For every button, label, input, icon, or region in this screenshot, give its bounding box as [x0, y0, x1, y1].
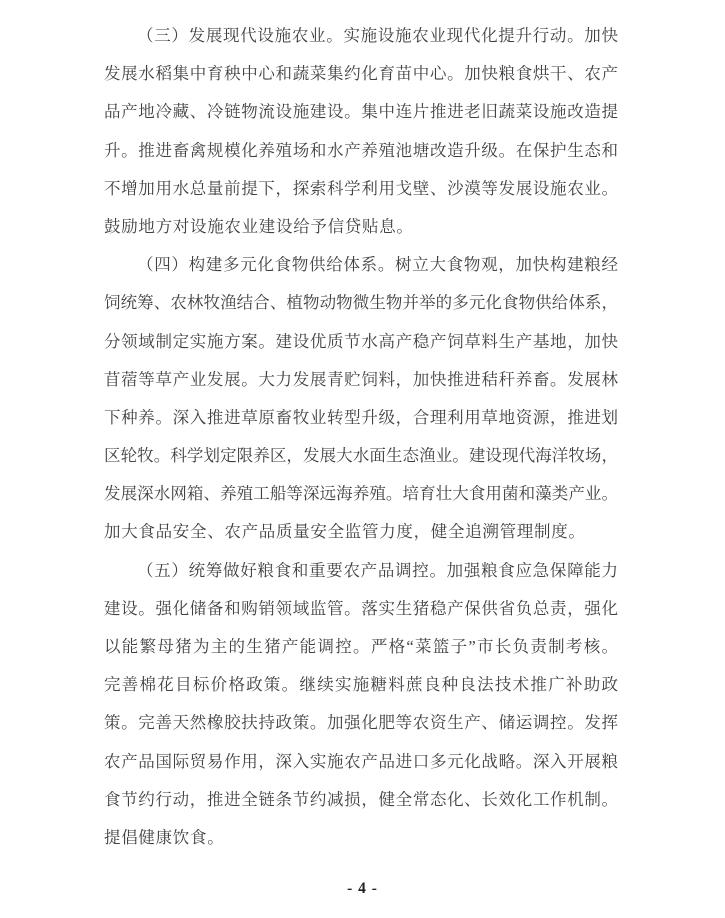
paragraph-section-5 — [104, 552, 618, 858]
text-line: 饲统筹、农林牧渔结合、植物动物微生物并举的多元化食物供给体系， — [104, 293, 618, 313]
text-line: 加大食品安全、农产品质量安全监管力度，健全追溯管理制度。 — [104, 522, 586, 542]
text-line: 鼓励地方对设施农业建设给予信贷贴息。 — [104, 216, 414, 236]
text-line: 升。推进畜禽规模化养殖场和水产养殖池塘改造升级。在保护生态和 — [104, 140, 618, 160]
text-line: 苜蓿等草产业发展。大力发展青贮饲料，加快推进秸秆养畜。发展林 — [104, 369, 618, 389]
text-line: 提倡健康饮食。 — [104, 827, 225, 847]
paragraph-section-4 — [104, 246, 618, 552]
text-line: （五）统筹做好粮食和重要农产品调控。加强粮食应急保障能力 — [137, 560, 618, 580]
page-footer — [0, 880, 725, 898]
text-line: 区轮牧。科学划定限养区，发展大水面生态渔业。建设现代海洋牧场， — [104, 446, 618, 466]
text-line: （三）发展现代设施农业。实施设施农业现代化提升行动。加快 — [137, 26, 618, 45]
text-line: 分领域制定实施方案。建设优质节水高产稳产饲草料生产基地，加快 — [104, 331, 618, 351]
text-line: 品产地冷藏、冷链物流设施建设。集中连片推进老旧蔬菜设施改造提 — [104, 102, 618, 122]
text-line: 农产品国际贸易作用，深入实施农产品进口多元化战略。深入开展粮 — [104, 751, 618, 771]
text-line: （四）构建多元化食物供给体系。树立大食物观，加快构建粮经 — [137, 255, 618, 275]
text-line: 以能繁母猪为主的生猪产能调控。严格“菜篮子”市长负责制考核。 — [104, 637, 618, 656]
paragraph-section-3 — [104, 17, 618, 246]
document-body — [104, 17, 618, 857]
text-line: 完善棉花目标价格政策。继续实施糖料蔗良种良法技术推广补助政 — [104, 675, 618, 695]
text-line: 发展深水网箱、养殖工船等深远海养殖。培育壮大食用菌和藻类产业。 — [104, 484, 618, 504]
text-line: 食节约行动，推进全链条节约减损，健全常态化、长效化工作机制。 — [104, 789, 618, 809]
page-number: - 4 - — [347, 880, 378, 897]
text-line: 不增加用水总量前提下，探索科学利用戈壁、沙漠等发展设施农业。 — [104, 178, 618, 198]
text-line: 建设。强化储备和购销领域监管。落实生猪稳产保供省负总责，强化 — [104, 598, 618, 618]
text-line: 策。完善天然橡胶扶持政策。加强化肥等农资生产、储运调控。发挥 — [104, 713, 618, 733]
text-line: 发展水稻集中育秧中心和蔬菜集约化育苗中心。加快粮食烘干、农产 — [104, 64, 618, 84]
text-line: 下种养。深入推进草原畜牧业转型升级，合理利用草地资源，推进划 — [104, 407, 618, 427]
